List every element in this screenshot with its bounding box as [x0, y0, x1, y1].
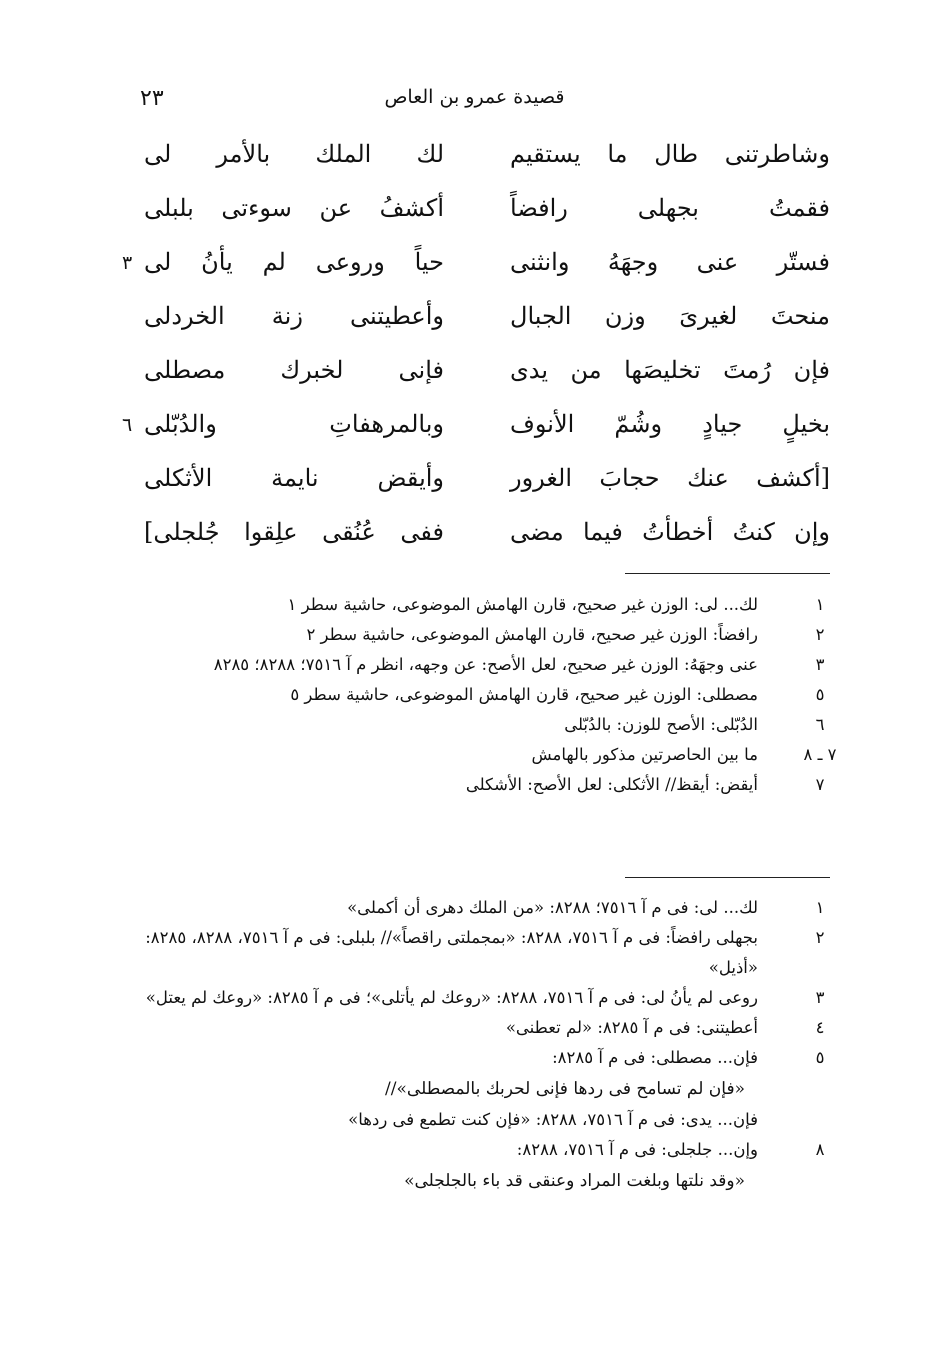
right-hemistich: فقمتُ بجهلى رافضاً [510, 194, 830, 222]
poem [122, 140, 840, 572]
footnote-text: لك... لى: فى م آ ٧٥١٦؛ ٨٢٨٨: «من الملك دهرى أن أكملى» [347, 898, 758, 917]
footnote [140, 770, 840, 800]
footnote-number: ٧ [815, 775, 825, 794]
footnote-number: ٣ [815, 988, 825, 1007]
poem-line [130, 356, 840, 410]
footnote [140, 923, 840, 983]
footnote-text: الدُبّلى: الأصح للوزن: بالدُبّلى [564, 715, 758, 734]
footnote-number: ٧ ـ ٨ [803, 745, 837, 764]
left-hemistich: وبالمرهفاتِ والدُبّلى [144, 410, 444, 438]
footnote-number: ٤ [815, 1018, 825, 1037]
right-hemistich: منحتَ لغيرىَ وزن الجبال [510, 302, 830, 330]
poem-line [130, 140, 840, 194]
footnote [140, 983, 840, 1013]
footnote-verse [140, 1073, 840, 1105]
footnote-number: ١ [815, 898, 825, 917]
footnote-text: مصطلى: الوزن غير صحيح، قارن الهامش الموضوعى، حاشية سطر ٥ [290, 685, 758, 704]
footnote-text: فإن... يدى: فى م آ ٧٥١٦، ٨٢٨٨: «فإن كنت تطمع فى ردها» [348, 1110, 758, 1129]
footnote-verse [140, 1165, 840, 1197]
footnote-text: لك... لى: الوزن غير صحيح، قارن الهامش الموضوعى، حاشية سطر ١ [287, 595, 758, 614]
footnote [140, 590, 840, 620]
poem-line [122, 248, 840, 302]
running-title: قصيدة عمرو بن العاص [384, 86, 565, 108]
footnote-text: عنى وجهَهُ: الوزن غير صحيح، لعل الأصح: عن وجهه، انظر م آ ٧٥١٦؛ ٨٢٨٨؛ ٨٢٨٥ [213, 655, 758, 674]
footnote-text: «وقد نلتها وبلغت المراد وعنقى قد باء بالجلجلى» [404, 1171, 745, 1191]
left-hemistich: أكشفُ عن سوءتى بلبلى [144, 194, 444, 222]
footnote [140, 650, 840, 680]
poem-line [122, 410, 840, 464]
footnote [140, 680, 840, 710]
poem-line [130, 464, 840, 518]
footnote [140, 740, 840, 770]
footnote-text: «فإن لم تسامح فى ردها فإنى لحربك بالمصطلى»// [385, 1079, 745, 1099]
footnote-text: بجهلى رافضاً: فى م آ ٧٥١٦، ٨٢٨٨: «بمجملتى راقصاً»// بلبلى: فى م آ ٧٥١٦، ٨٢٨٨، ٨٢٨٥: «أذيل» [145, 928, 758, 977]
line-number-mark: ٦ [122, 414, 133, 436]
footnote-number: ٥ [815, 685, 825, 704]
footnote-text: روعى لم يأنُ لى: فى م آ ٧٥١٦، ٨٢٨٨: «روعك لم يأتلى»؛ فى م آ ٨٢٨٥: «روعك لم يعتل» [145, 988, 758, 1007]
footnote-rule-2 [625, 877, 830, 878]
footnote [140, 1013, 840, 1043]
footnote-rule-1 [625, 573, 830, 574]
footnote-number: ٢ [815, 625, 825, 644]
footnote [140, 620, 840, 650]
footnote-number: ٨ [815, 1140, 825, 1159]
right-hemistich: بخيلٍ جيادٍ وشُمّ الأنوف [510, 410, 830, 438]
right-hemistich: وإن كنتُ أخطأتُ فيما مضى [510, 518, 830, 546]
footnote-number: ٢ [815, 928, 825, 947]
footnote-text: أعطيتنى: فى م آ ٨٢٨٥: «لم تعطنى» [505, 1018, 758, 1037]
footnote-text: ما بين الحاصرتين مذكور بالهامش [531, 745, 758, 764]
footnote-text: وإن... جلجلى: فى م آ ٧٥١٦، ٨٢٨٨: [516, 1140, 758, 1159]
footnote-number: ٦ [815, 715, 825, 734]
footnotes-meter [140, 590, 840, 800]
footnote [140, 1043, 840, 1073]
footnotes-variants [140, 893, 840, 1197]
footnote-text: فإن... مصطلى: فى م آ ٨٢٨٥: [552, 1048, 758, 1067]
poem-line [130, 194, 840, 248]
line-number-mark: ٣ [122, 252, 133, 274]
footnote [140, 1105, 840, 1135]
footnote-text: رافضاً: الوزن غير صحيح، قارن الهامش الموضوعى، حاشية سطر ٢ [306, 625, 758, 644]
poem-line [130, 302, 840, 356]
left-hemistich: لك الملك بالأمر لى [144, 140, 444, 168]
left-hemistich: وأيقض نايمة الأثكلى [144, 464, 444, 492]
footnote [140, 710, 840, 740]
left-hemistich: ففى عُنُقى علِقوا جُلجلى] [144, 518, 444, 546]
right-hemistich: وشاطرتنى طال ما يستقيم [510, 140, 830, 168]
footnote [140, 893, 840, 923]
footnote [140, 1135, 840, 1165]
left-hemistich: فإنى لخبرك مصطلى [144, 356, 444, 384]
page-number: ٢٣ [140, 86, 164, 111]
left-hemistich: حياً وروعى لم يأنُ لى [144, 248, 444, 276]
footnote-number: ٥ [815, 1048, 825, 1067]
footnote-number: ٣ [815, 655, 825, 674]
right-hemistich: [أكشف عنك حجابَ الغرور [510, 464, 830, 492]
poem-line [130, 518, 840, 572]
left-hemistich: وأعطيتنى زنة الخردلى [144, 302, 444, 330]
footnote-text: أيقض: أيقظ// الأثكلى: لعل الأصح: الأشكلى [465, 775, 758, 794]
right-hemistich: فستّر عنى وجهَهُ وانثنى [510, 248, 830, 276]
footnote-number: ١ [815, 595, 825, 614]
right-hemistich: فإن رُمتَ تخليصَها من يدى [510, 356, 830, 384]
